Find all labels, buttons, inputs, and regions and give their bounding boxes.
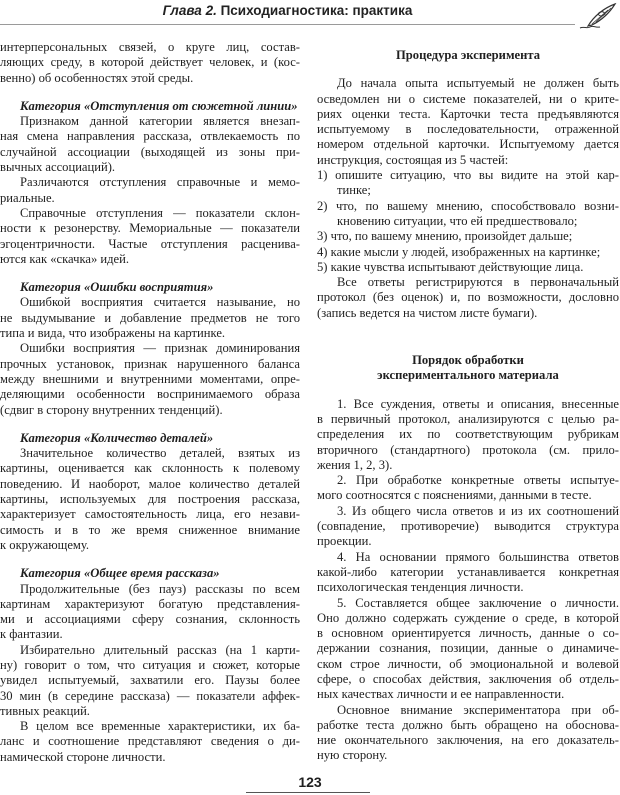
text-line: номером отдельной карточки. Испытуемому дается	[317, 137, 619, 152]
text-line: 3) что, по вашему мнению, произойдет дальше;	[317, 229, 573, 244]
text-line: вторичного (стандартного) протокола (см. прило-	[317, 442, 619, 457]
paragraph	[0, 582, 300, 643]
text-line: 1. Все суждения, ответы и описания, внесенные	[337, 396, 619, 411]
text-line: (запись ведется на чистом листе бумаги).	[317, 305, 538, 320]
text-line: жения 1, 2, 3).	[317, 457, 393, 472]
chapter-label: Глава 2.	[162, 3, 217, 18]
text-line: осведомлен ни о системе показателей, ни о крите-	[317, 91, 619, 106]
text-line: случайной ассоциации (выходящей из зоны при-	[0, 144, 300, 159]
list-item	[317, 245, 619, 260]
paragraph	[0, 295, 300, 341]
text-line: 3. Из общего числа ответов и из их соотношений	[337, 503, 619, 518]
list-item	[317, 229, 619, 244]
paragraph	[317, 550, 619, 596]
text-line: 5) какие чувства испытывают действующие лица.	[317, 259, 584, 274]
quill-pen-icon	[578, 2, 618, 30]
paragraph-gap	[317, 337, 619, 353]
section-heading: экспериментального материала	[377, 368, 559, 383]
list-item	[317, 199, 619, 230]
text-line: Все ответы регистрируются в первоначальный	[337, 275, 619, 290]
text-line: 4) какие мысли у людей, изображенных на картинке;	[317, 244, 601, 259]
paragraph	[0, 446, 300, 553]
text-line: ну) говорит о том, что ситуация и сюжет, которые	[0, 657, 300, 672]
paragraph	[317, 76, 619, 168]
section-heading: Категория «Количество деталей»	[20, 430, 214, 445]
section-heading: Категория «Отступления от сюжетной линии»	[20, 98, 298, 113]
paragraph-gap	[0, 267, 300, 280]
header-rule	[0, 24, 575, 25]
paragraph	[0, 206, 300, 267]
text-line: Значительное количество деталей, взятых из	[20, 446, 300, 461]
text-line: Справочные отступления — показатели склон-	[20, 205, 300, 220]
text-line: характеризует самостоятельность лица, его незави-	[0, 507, 300, 522]
section-heading: Категория «Ошибки восприятия»	[20, 280, 214, 295]
text-line: Продолжительные (без пауз) рассказы по всем	[20, 581, 300, 596]
text-line: 30 мин (в середине рассказа) — показатели аффек-	[0, 688, 300, 703]
text-line: 2. При обработке конкретные ответы испытуе-	[337, 473, 619, 488]
chapter-title: Психодиагностика: практика	[220, 3, 413, 18]
text-line: венно) об особенностях этой среды.	[0, 70, 194, 85]
section-heading: Порядок обработки	[412, 353, 524, 368]
paragraph	[0, 643, 300, 719]
text-line: ности к резонерству. Мемориальные — показатели	[0, 221, 300, 236]
page-number: 123	[298, 774, 322, 790]
text-line: ная смена направления рассказа, отвлекаемость по	[0, 129, 300, 144]
paragraph-gap	[0, 86, 300, 99]
text-line: поведению. И наоборот, малое количество деталей	[0, 476, 300, 491]
paragraph	[317, 703, 619, 764]
footer-rule	[246, 792, 370, 793]
paragraph-gap	[0, 553, 300, 566]
section-heading: Категория «Общее время рассказа»	[20, 566, 220, 581]
text-line: Избирательно длительный рассказ (на 1 карти-	[20, 642, 300, 657]
text-line: мого соотносятся с пояснениями, данными в тесте.	[317, 488, 592, 503]
text-line: в первичный протокол, анализируются с целью ра-	[317, 411, 619, 426]
text-line: ются как «скачка» идей.	[0, 251, 130, 266]
text-line: риях оценки теста. Карточки теста предъявляются	[317, 106, 619, 121]
text-line: ную сторону.	[317, 748, 388, 763]
text-line: 1) опишите ситуацию, что вы видите на этой кар-	[317, 168, 619, 183]
text-line: в основном ориентируется личность, данные о со-	[317, 626, 619, 641]
text-line: Ошибки восприятия — признак доминирования	[20, 341, 300, 356]
text-line: протокол (без оценок) и, по возможности, дословно	[317, 290, 619, 305]
text-line: симость и в то же время сниженное внимание	[0, 522, 300, 537]
paragraph	[0, 719, 300, 765]
text-line: До начала опыта испытуемый не должен быть	[337, 76, 619, 91]
text-line: Различаются отступления справочные и мемо-	[20, 175, 300, 190]
text-line: (сдвиг в сторону внутренних тенденций).	[0, 402, 223, 417]
list-item	[317, 168, 619, 199]
text-line: к фантазии.	[0, 627, 63, 642]
text-line: ском строе личности, об эмоциональной и волевой	[317, 656, 619, 671]
text-line: увидел испытуемый, захватили его. Паузы более	[0, 673, 300, 688]
paragraph	[317, 596, 619, 703]
paragraph-gap	[317, 384, 619, 397]
text-line: 2) что, по вашему мнению, способствовало возни-	[317, 198, 619, 213]
text-line: проекции.	[317, 534, 372, 549]
paragraph	[0, 175, 300, 206]
text-line: какой-либо категории устанавливается конкретная	[317, 564, 619, 579]
paragraph	[0, 114, 300, 175]
text-line: тинке;	[337, 183, 371, 198]
text-line: спределения их по соответствующим рубрикам	[317, 427, 619, 442]
paragraph	[317, 473, 619, 504]
text-line: картины, используемых для построения рассказа,	[0, 492, 300, 507]
left-column	[0, 40, 300, 765]
text-line: кновению ситуации, что ей предшествовало;	[337, 213, 578, 228]
text-line: прочных установок, признак нарушенного баланса	[0, 356, 300, 371]
text-line: между внешними и внутренними моментами, опре-	[0, 371, 300, 386]
running-head	[0, 3, 575, 18]
text-line: 4. На основании прямого большинства ответов	[337, 549, 619, 564]
text-line: (совпадение, противоречие) выводится структура	[317, 519, 619, 534]
text-line: Признаком данной категории является внезап-	[20, 114, 300, 129]
paragraph	[0, 341, 300, 417]
text-line: Основное внимание экспериментатора при об-	[337, 702, 619, 717]
text-line: к окружающему.	[0, 537, 90, 552]
text-line: вычных ассоциаций).	[0, 160, 116, 175]
text-line: ние окончательного заключения, на его доказатель-	[317, 733, 619, 748]
paragraph	[0, 40, 300, 86]
text-line: тивных реакций.	[0, 703, 90, 718]
text-line: интерперсональных связей, о круге лиц, состав-	[0, 40, 300, 54]
paragraph	[317, 397, 619, 473]
text-line: картинам характеризуют богатую представления-	[0, 596, 300, 611]
list-item	[317, 260, 619, 275]
text-line: риальные.	[0, 190, 55, 205]
text-line: ных качествах личности и ее направленности.	[317, 687, 565, 702]
text-line: картины, оценивается как склонность к полевому	[0, 461, 300, 476]
text-line: держании сознания, позиции, данные о динамиче-	[317, 641, 619, 656]
text-line: не выдумывание и добавление предметов не того	[0, 310, 300, 325]
paragraph-gap	[317, 321, 619, 337]
text-line: ляющих среду, в которой действует человек, и (кос-	[0, 55, 300, 70]
text-line: В целом все временные характеристики, их ба-	[20, 719, 300, 734]
text-line: намической стороне личности.	[0, 749, 166, 764]
text-line: инструкция, состоящая из 5 частей:	[317, 152, 509, 167]
text-line: деляющими особенности воспринимаемого образа	[0, 387, 300, 402]
paragraph-gap	[0, 418, 300, 431]
text-line: работке теста должно быть обращено на обоснова-	[317, 717, 619, 732]
text-line: 5. Составляется общее заключение о личности.	[337, 595, 619, 610]
paragraph-gap	[317, 63, 619, 76]
right-column	[317, 48, 619, 764]
text-line: Оно должно содержать суждение о среде, в которой	[317, 610, 619, 625]
text-line: психологическая тенденция личности.	[317, 580, 524, 595]
text-line: эгоцентричности. Частые отступления расценива-	[0, 236, 300, 251]
text-line: ми и ассоциациями сферу сознания, склонность	[0, 612, 300, 627]
text-line: ланс и соотношение представляют сведения о ди-	[0, 734, 300, 749]
text-line: типа и вида, что изображены на картинке.	[0, 326, 226, 341]
paragraph	[317, 504, 619, 550]
text-line: сфере, о способах действия, заключения об отдель-	[317, 671, 619, 686]
text-line: Ошибкой восприятия считается называние, но	[20, 295, 300, 310]
section-heading: Процедура эксперимента	[395, 48, 541, 62]
paragraph	[317, 275, 619, 321]
text-line: испытуемому в последовательности, отраженной	[317, 122, 619, 137]
